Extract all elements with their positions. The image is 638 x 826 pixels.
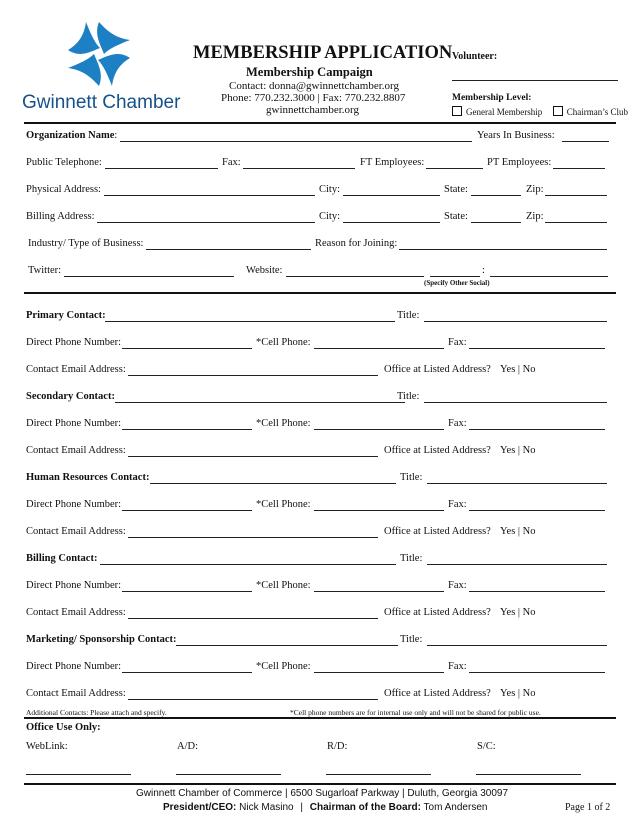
office-use-heading: Office Use Only: — [26, 722, 101, 733]
billing-fax-label: Fax: — [448, 580, 467, 591]
phone-fax: Phone: 770.232.3000 | Fax: 770.232.8807 — [221, 92, 406, 104]
rd-field[interactable] — [326, 774, 431, 775]
hr-title-field[interactable] — [427, 483, 607, 484]
org-name-label: Organization Name: — [26, 130, 118, 141]
marketing-cell-phone-field[interactable] — [314, 672, 444, 673]
billing-zip-field[interactable] — [545, 222, 607, 223]
secondary-fax-field[interactable] — [469, 429, 605, 430]
membership-options — [452, 106, 628, 117]
membership-level-label: Membership Level: — [452, 93, 532, 103]
weblink-field[interactable] — [26, 774, 131, 775]
reason-label: Reason for Joining: — [315, 238, 398, 249]
logo-text: Gwinnett Chamber — [22, 92, 181, 113]
secondary-yes-no-option[interactable]: Yes | No — [500, 445, 536, 456]
billing-cell-phone-label: *Cell Phone: — [256, 580, 311, 591]
marketing-direct-phone-field[interactable] — [122, 672, 252, 673]
marketing-email-field[interactable] — [128, 699, 378, 700]
volunteer-label: Volunteer: — [452, 51, 498, 62]
physical-state-label: State: — [444, 184, 468, 195]
cell-phone-note: *Cell phone numbers are for internal use only and will not be shared for public use. — [290, 708, 541, 717]
specify-other-social-note: (Specify Other Social) — [424, 279, 490, 287]
logo-mark-icon — [64, 20, 134, 88]
sc-label: S/C: — [477, 741, 496, 752]
billing-title-label: Title: — [400, 553, 423, 564]
secondary-title-label: Title: — [397, 391, 420, 402]
footer-divider — [24, 783, 616, 785]
org-fax-field[interactable] — [243, 168, 355, 169]
physical-city-label: City: — [319, 184, 341, 195]
billing-direct-phone-label: Direct Phone Number: — [26, 580, 122, 591]
ad-field[interactable] — [176, 774, 281, 775]
secondary-contact-label: Secondary Contact: — [26, 391, 115, 402]
marketing-title-field[interactable] — [427, 645, 607, 646]
billing-contact-label: Billing Contact: — [26, 553, 98, 564]
secondary-cell-phone-field[interactable] — [314, 429, 444, 430]
marketing-direct-phone-label: Direct Phone Number: — [26, 661, 122, 672]
hr-cell-phone-label: *Cell Phone: — [256, 499, 311, 510]
secondary-fax-label: Fax: — [448, 418, 467, 429]
physical-address-field[interactable] — [104, 195, 315, 196]
public-tel-field[interactable] — [105, 168, 218, 169]
ft-employees-label: FT Employees: — [360, 157, 425, 168]
secondary-direct-phone-label: Direct Phone Number: — [26, 418, 122, 429]
physical-address-label: Physical Address: — [26, 184, 101, 195]
org-divider — [24, 292, 616, 294]
chamber-logo — [22, 20, 182, 115]
notes-divider — [24, 717, 616, 719]
other-social-name-field[interactable] — [430, 276, 480, 277]
physical-state-field[interactable] — [471, 195, 521, 196]
primary-cell-phone-label: *Cell Phone: — [256, 337, 311, 348]
billing-state-label: State: — [444, 211, 468, 222]
hr-title-label: Title: — [400, 472, 423, 483]
website-text: gwinnettchamber.org — [266, 104, 359, 116]
rd-label: R/D: — [327, 741, 348, 752]
primary-direct-phone-label: Direct Phone Number: — [26, 337, 122, 348]
hr-direct-phone-label: Direct Phone Number: — [26, 499, 122, 510]
marketing-yes-no-option[interactable]: Yes | No — [500, 688, 536, 699]
hr-direct-phone-field[interactable] — [122, 510, 252, 511]
secondary-title-field[interactable] — [424, 402, 607, 403]
primary-fax-field[interactable] — [469, 348, 605, 349]
industry-label: Industry/ Type of Business: — [28, 238, 144, 249]
billing-city-label: City: — [319, 211, 341, 222]
footer-address: Gwinnett Chamber of Commerce | 6500 Sugarloaf Parkway | Duluth, Georgia 30097 — [136, 788, 509, 799]
twitter-field[interactable] — [64, 276, 234, 277]
billing-address-label: Billing Address: — [26, 211, 95, 222]
billing-email-field[interactable] — [128, 618, 378, 619]
marketing-title-label: Title: — [400, 634, 423, 645]
marketing-office-listed-label: Office at Listed Address? — [384, 688, 491, 699]
billing-contact-name-field[interactable] — [100, 564, 396, 565]
primary-contact-label: Primary Contact: — [26, 310, 106, 321]
marketing-fax-label: Fax: — [448, 661, 467, 672]
physical-zip-label: Zip: — [526, 184, 544, 195]
additional-contacts-note: Additional Contacts: Please attach and specify. — [26, 708, 167, 717]
secondary-email-label: Contact Email Address: — [26, 445, 126, 456]
billing-state-field[interactable] — [471, 222, 521, 223]
primary-title-label: Title: — [397, 310, 420, 321]
chairman-label: Chairman of the Board: — [309, 802, 421, 813]
hr-email-field[interactable] — [128, 537, 378, 538]
billing-address-field[interactable] — [97, 222, 315, 223]
primary-title-field[interactable] — [424, 321, 607, 322]
hr-fax-field[interactable] — [469, 510, 605, 511]
public-tel-label: Public Telephone: — [26, 157, 102, 168]
secondary-cell-phone-label: *Cell Phone: — [256, 418, 311, 429]
hr-fax-label: Fax: — [448, 499, 467, 510]
primary-office-listed-label: Office at Listed Address? — [384, 364, 491, 375]
primary-contact-name-field[interactable] — [105, 321, 395, 322]
hr-contact-name-field[interactable] — [150, 483, 396, 484]
marketing-contact-label: Marketing/ Sponsorship Contact: — [26, 634, 177, 645]
marketing-email-label: Contact Email Address: — [26, 688, 126, 699]
billing-direct-phone-field[interactable] — [122, 591, 252, 592]
org-fax-label: Fax: — [222, 157, 241, 168]
president-label: President/CEO: — [163, 802, 237, 813]
other-social-colon: : — [482, 265, 485, 276]
years-label: Years In Business: — [477, 130, 555, 141]
chairmans-club-label: Chairman’s Club — [566, 107, 628, 117]
marketing-contact-name-field[interactable] — [176, 645, 398, 646]
billing-city-field[interactable] — [343, 222, 440, 223]
billing-zip-label: Zip: — [526, 211, 544, 222]
header-divider — [24, 122, 616, 124]
page-title: MEMBERSHIP APPLICATION — [193, 43, 453, 63]
billing-office-listed-label: Office at Listed Address? — [384, 607, 491, 618]
general-membership-checkbox[interactable] — [452, 106, 462, 116]
secondary-email-field[interactable] — [128, 456, 378, 457]
hr-contact-label: Human Resources Contact: — [26, 472, 150, 483]
other-social-field[interactable] — [490, 276, 608, 277]
ft-employees-field[interactable] — [426, 168, 483, 169]
billing-fax-field[interactable] — [469, 591, 605, 592]
ad-label: A/D: — [177, 741, 198, 752]
volunteer-field[interactable] — [452, 80, 618, 81]
sc-field[interactable] — [476, 774, 581, 775]
marketing-cell-phone-label: *Cell Phone: — [256, 661, 311, 672]
hr-cell-phone-field[interactable] — [314, 510, 444, 511]
president-name: Nick Masino — [239, 802, 294, 813]
page-number: Page 1 of 2 — [565, 802, 611, 813]
hr-office-listed-label: Office at Listed Address? — [384, 526, 491, 537]
industry-field[interactable] — [146, 249, 311, 250]
hr-email-label: Contact Email Address: — [26, 526, 126, 537]
reason-field[interactable] — [399, 249, 607, 250]
hr-yes-no-option[interactable]: Yes | No — [500, 526, 536, 537]
primary-cell-phone-field[interactable] — [314, 348, 444, 349]
primary-fax-label: Fax: — [448, 337, 467, 348]
billing-yes-no-option[interactable]: Yes | No — [500, 607, 536, 618]
footer-officers — [163, 802, 487, 813]
weblink-label: WebLink: — [26, 741, 68, 752]
general-membership-label: General Membership — [466, 107, 543, 117]
billing-email-label: Contact Email Address: — [26, 607, 126, 618]
contact-email: Contact: donna@gwinnettchamber.org — [229, 80, 400, 92]
twitter-label: Twitter: — [28, 265, 62, 276]
secondary-contact-name-field[interactable] — [115, 402, 405, 403]
secondary-office-listed-label: Office at Listed Address? — [384, 445, 491, 456]
physical-zip-field[interactable] — [545, 195, 607, 196]
physical-city-field[interactable] — [343, 195, 440, 196]
website-field[interactable] — [286, 276, 424, 277]
org-name-field[interactable] — [120, 141, 472, 142]
secondary-direct-phone-field[interactable] — [122, 429, 252, 430]
primary-email-label: Contact Email Address: — [26, 364, 126, 375]
marketing-fax-field[interactable] — [469, 672, 605, 673]
billing-title-field[interactable] — [427, 564, 607, 565]
pt-employees-field[interactable] — [553, 168, 605, 169]
years-field[interactable] — [562, 141, 609, 142]
officer-separator: | — [300, 802, 303, 813]
chairmans-club-checkbox[interactable] — [553, 106, 563, 116]
primary-email-field[interactable] — [128, 375, 378, 376]
chairman-name: Tom Andersen — [423, 802, 488, 813]
billing-cell-phone-field[interactable] — [314, 591, 444, 592]
primary-direct-phone-field[interactable] — [122, 348, 252, 349]
website-label: Website: — [246, 265, 283, 276]
primary-yes-no-option[interactable]: Yes | No — [500, 364, 536, 375]
campaign-subtitle: Membership Campaign — [246, 65, 373, 79]
pt-employees-label: PT Employees: — [487, 157, 552, 168]
